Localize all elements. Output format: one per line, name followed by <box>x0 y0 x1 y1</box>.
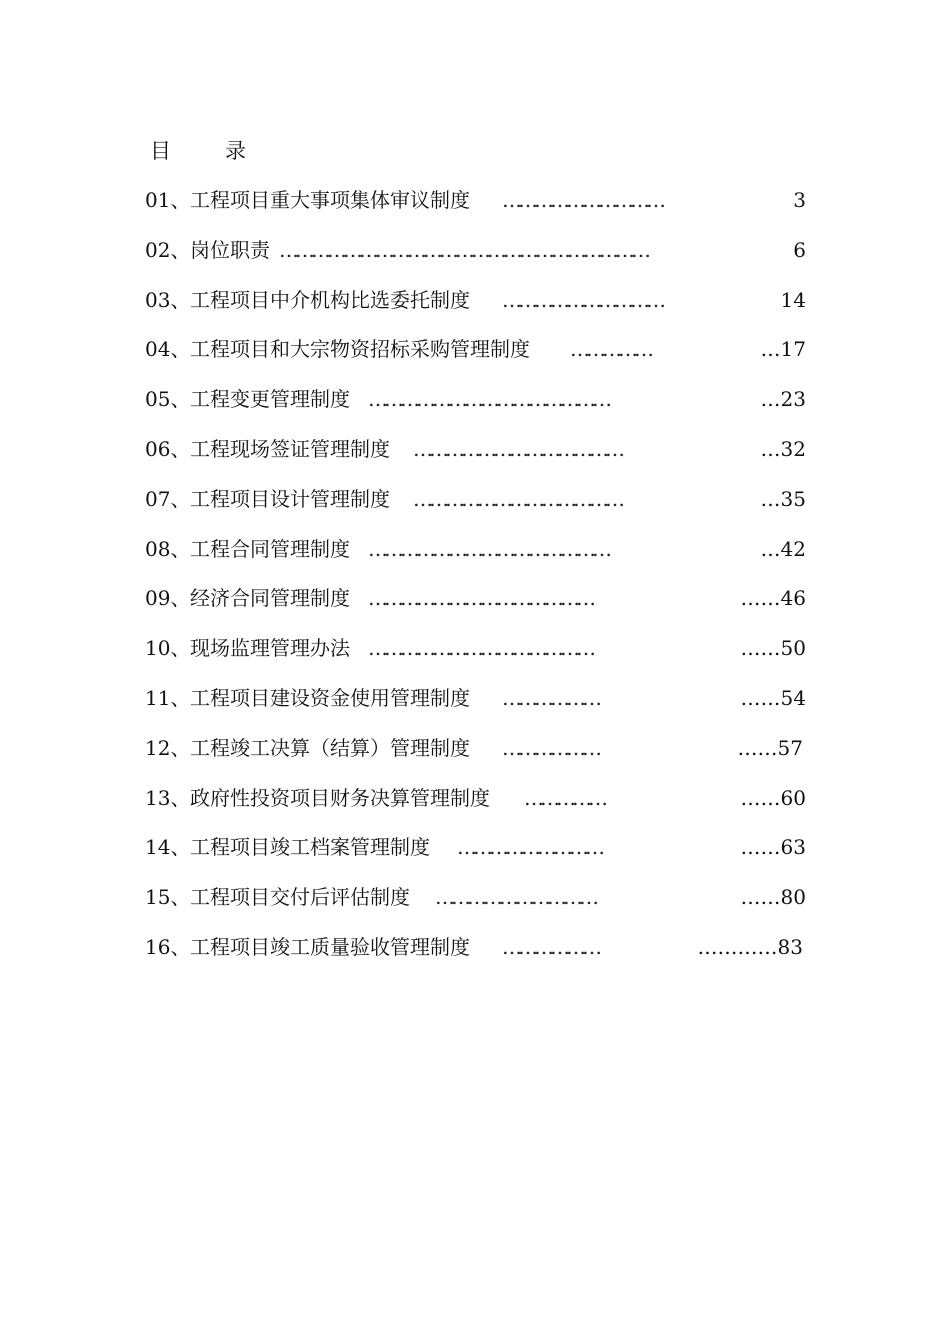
toc-entry-label: 经济合同管理制度 <box>190 586 350 611</box>
toc-dot-leader: ………………………………… <box>413 486 621 511</box>
toc-dot-leader: ……………………………………… <box>368 387 608 412</box>
toc-page-number: …32 <box>760 436 806 461</box>
toc-entry-number: 12、 <box>145 735 191 760</box>
toc-entry[interactable] <box>0 683 950 733</box>
toc-dot-leader: ………………………… <box>502 188 662 212</box>
toc-entry-number: 06、 <box>145 436 191 461</box>
toc-page-number: ……63 <box>740 835 806 860</box>
toc-entry[interactable] <box>0 783 950 833</box>
toc-entry-label: 工程合同管理制度 <box>190 536 350 561</box>
toc-entry-number: 04、 <box>145 337 191 362</box>
toc-entry-number: 11、 <box>145 685 191 710</box>
toc-entry[interactable] <box>0 633 950 683</box>
toc-dot-leader: ……………… <box>502 934 598 959</box>
toc-entry-label: 工程现场签证管理制度 <box>190 436 390 461</box>
toc-dot-leader: …………………………………… <box>368 586 592 611</box>
toc-page-number: …17 <box>760 337 806 362</box>
toc-entry-label: 工程项目中介机构比选委托制度 <box>190 287 470 312</box>
toc-page-number: ……46 <box>740 586 806 611</box>
toc-entry[interactable] <box>0 484 950 534</box>
toc-page-number: ……50 <box>740 636 806 661</box>
table-of-contents <box>0 185 950 982</box>
toc-entry-number: 16、 <box>145 934 191 959</box>
toc-page-number: …………83 <box>697 934 803 959</box>
toc-entry-number: 15、 <box>145 885 191 910</box>
toc-dot-leader: ……………… <box>502 685 598 710</box>
toc-entry-label: 工程变更管理制度 <box>190 387 350 412</box>
toc-page-number: 14 <box>780 287 806 312</box>
toc-entry-label: 工程项目重大事项集体审议制度 <box>190 188 470 212</box>
toc-entry-label: 工程项目竣工档案管理制度 <box>190 835 430 860</box>
toc-dot-leader: ………………………… <box>502 287 662 312</box>
toc-entry-number: 09、 <box>145 586 191 611</box>
toc-entry[interactable] <box>0 434 950 484</box>
toc-dot-leader: …………… <box>524 785 604 810</box>
toc-entry[interactable] <box>0 932 950 982</box>
toc-entry-number: 01、 <box>145 188 191 212</box>
toc-entry-number: 03、 <box>145 287 191 312</box>
toc-page-number: …23 <box>760 387 806 412</box>
toc-entry-number: 02、 <box>145 237 191 262</box>
toc-entry-number: 14、 <box>145 835 191 860</box>
toc-dot-leader: ……………………………………… <box>368 536 608 561</box>
toc-entry[interactable] <box>0 334 950 384</box>
toc-entry[interactable] <box>0 235 950 285</box>
toc-title <box>150 136 246 166</box>
toc-page-number: ……80 <box>740 885 806 910</box>
toc-dot-leader: ……………… <box>502 735 598 760</box>
toc-dot-leader: …………………………………… <box>368 636 592 661</box>
toc-entry-label: 现场监理管理办法 <box>190 636 350 661</box>
toc-entry[interactable] <box>0 185 950 235</box>
toc-dot-leader: …………… <box>570 337 650 362</box>
toc-dot-leader: …………………………………………………………… <box>279 237 647 262</box>
toc-entry[interactable] <box>0 384 950 434</box>
toc-entry[interactable] <box>0 882 950 932</box>
toc-entry-label: 岗位职责 <box>190 237 270 262</box>
toc-entry-label: 工程项目设计管理制度 <box>190 486 390 511</box>
toc-entry-label: 政府性投资项目财务决算管理制度 <box>190 785 490 810</box>
toc-page-number: …35 <box>760 486 806 511</box>
toc-page-number: ……60 <box>740 785 806 810</box>
toc-page-number: 6 <box>793 237 806 262</box>
toc-entry-label: 工程项目建设资金使用管理制度 <box>190 685 470 710</box>
toc-page-number: ……54 <box>740 685 806 710</box>
toc-entry-number: 10、 <box>145 636 191 661</box>
toc-entry-number: 08、 <box>145 536 191 561</box>
toc-title-char-1: 目 <box>150 139 171 163</box>
toc-entry-label: 工程竣工决算（结算）管理制度 <box>190 735 470 760</box>
toc-entry-number: 07、 <box>145 486 191 511</box>
toc-title-char-2: 录 <box>225 139 246 163</box>
toc-entry[interactable] <box>0 832 950 882</box>
toc-entry-number: 05、 <box>145 387 191 412</box>
toc-dot-leader: ………………………………… <box>413 436 621 461</box>
toc-dot-leader: ………………………… <box>435 885 595 910</box>
toc-page-number: 3 <box>793 188 806 212</box>
toc-entry[interactable] <box>0 534 950 584</box>
toc-entry-label: 工程项目竣工质量验收管理制度 <box>190 934 470 959</box>
toc-page-number: ……57 <box>737 735 803 760</box>
toc-entry[interactable] <box>0 583 950 633</box>
toc-entry-label: 工程项目交付后评估制度 <box>190 885 410 910</box>
toc-entry-number: 13、 <box>145 785 191 810</box>
toc-page-number: …42 <box>760 536 806 561</box>
toc-dot-leader: ……………………… <box>457 835 601 860</box>
toc-entry-label: 工程项目和大宗物资招标采购管理制度 <box>190 337 530 362</box>
toc-entry[interactable] <box>0 733 950 783</box>
toc-entry[interactable] <box>0 285 950 335</box>
